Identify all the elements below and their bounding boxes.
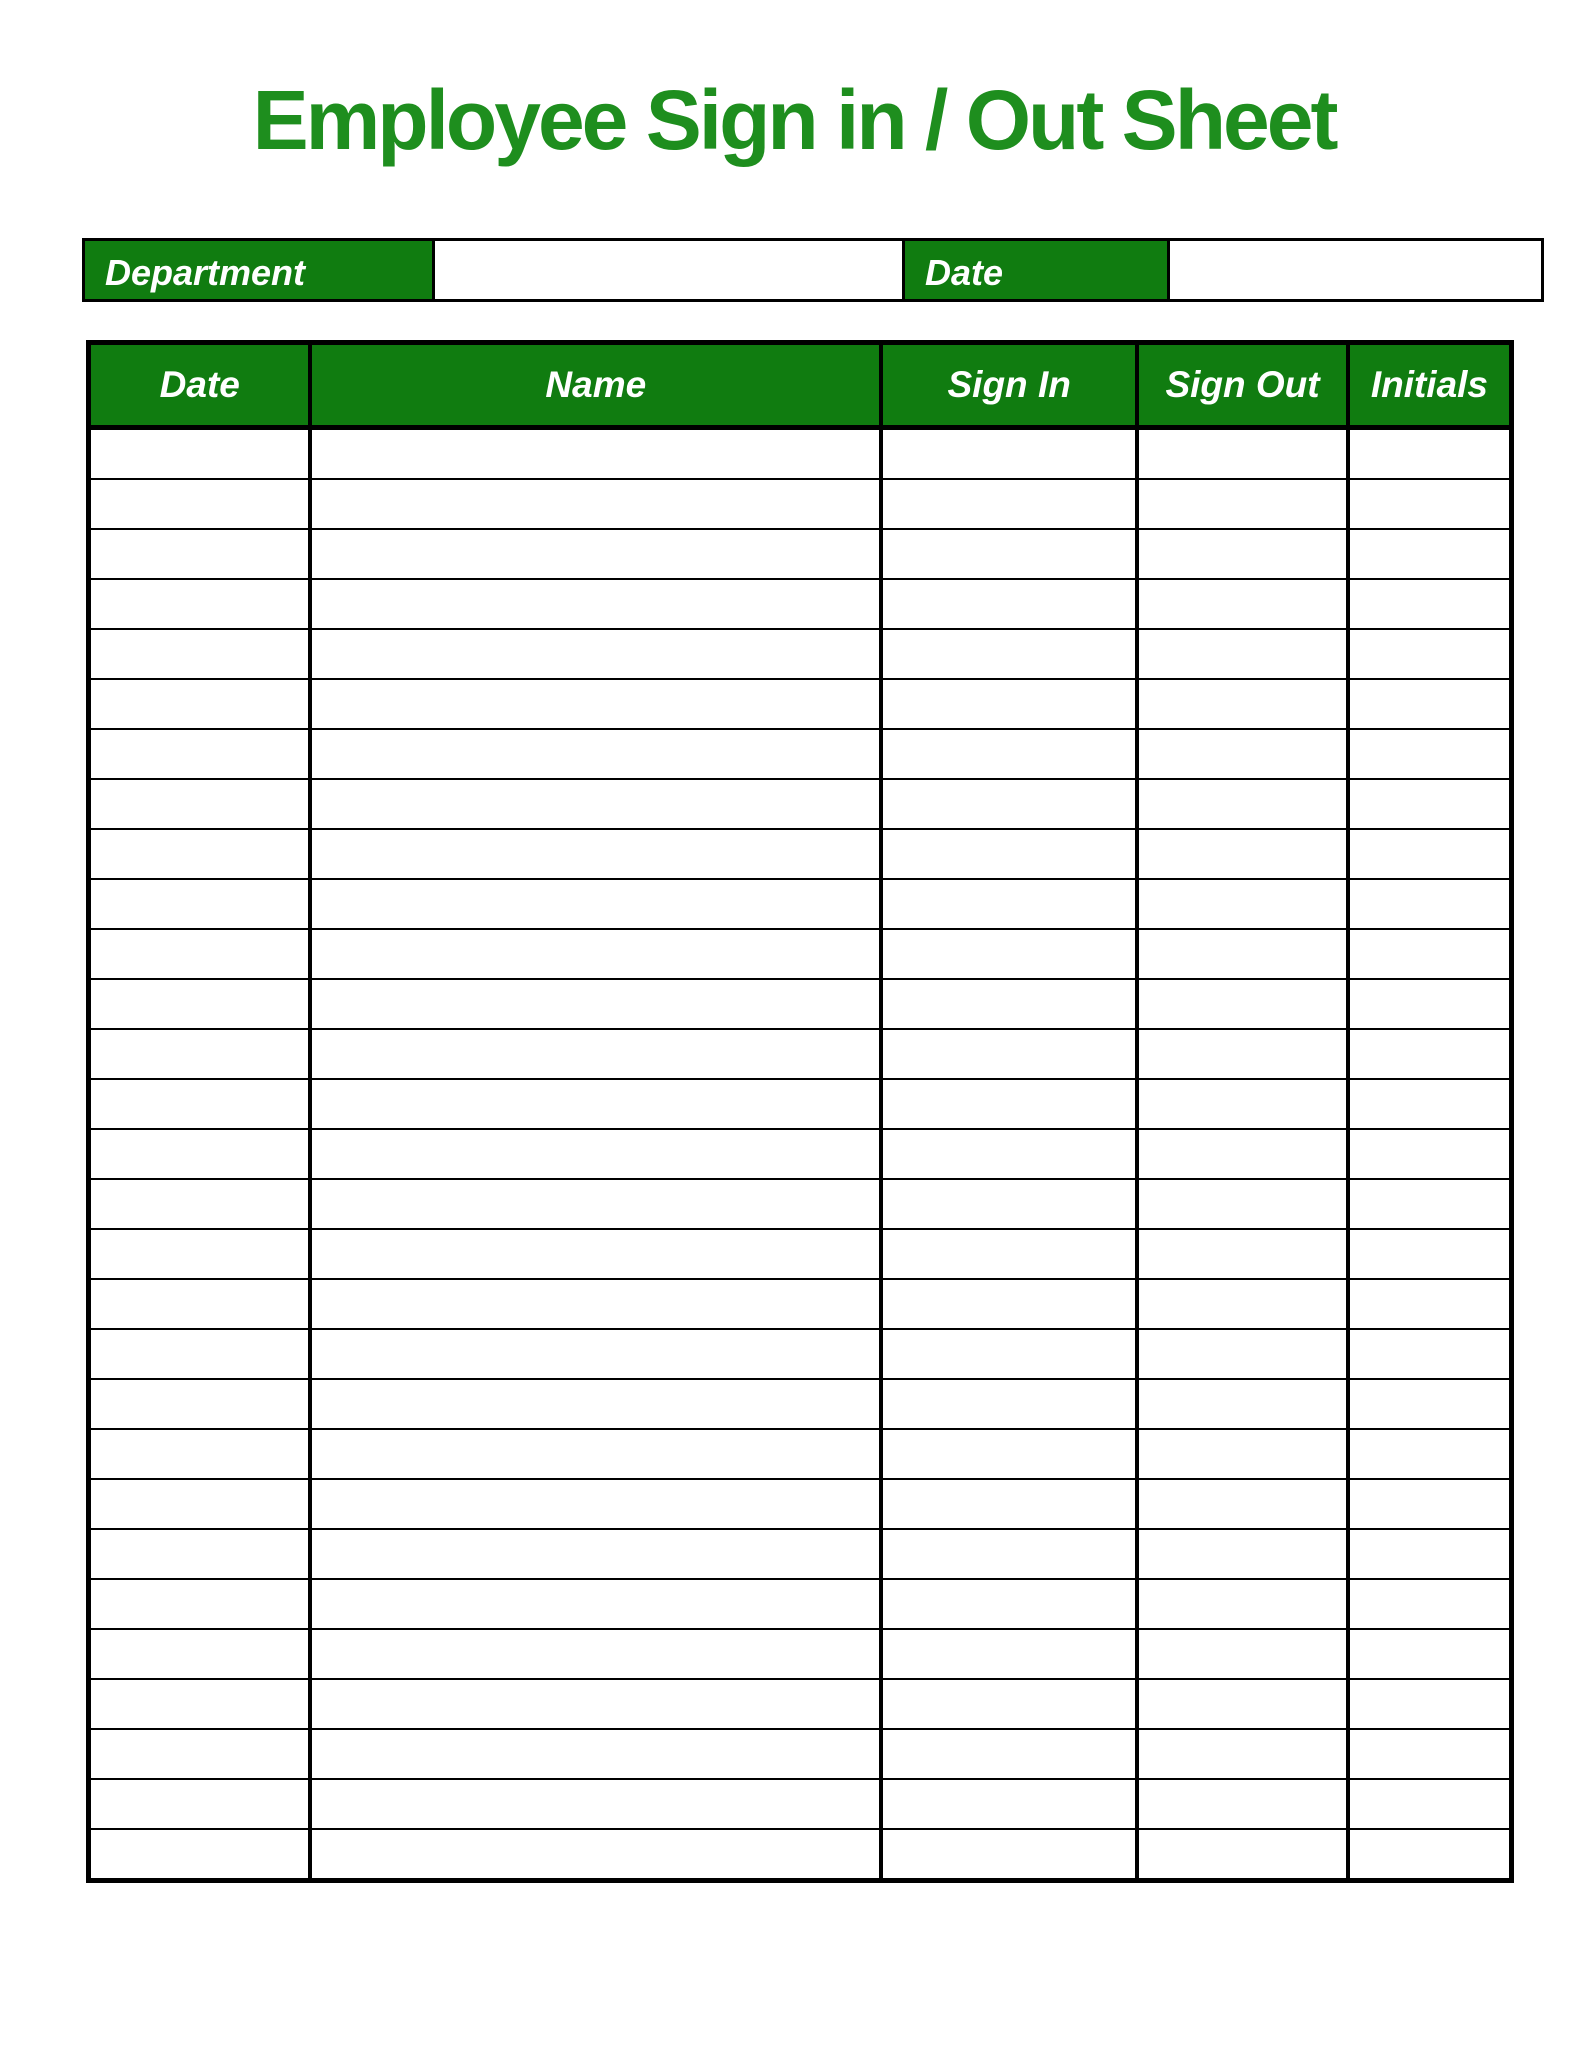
table-row	[89, 1429, 1512, 1479]
empty-cell-initials[interactable]	[1348, 479, 1512, 529]
empty-cell-name[interactable]	[310, 1129, 881, 1179]
empty-cell-initials[interactable]	[1348, 1779, 1512, 1829]
table-row	[89, 779, 1512, 829]
empty-cell-sign-out[interactable]	[1137, 1029, 1348, 1079]
table-row	[89, 1479, 1512, 1529]
empty-cell-date[interactable]	[89, 479, 311, 529]
table-row	[89, 428, 1512, 480]
col-header-date: Date	[89, 343, 311, 428]
empty-cell-name[interactable]	[310, 829, 881, 879]
empty-cell-sign-out[interactable]	[1137, 1179, 1348, 1229]
empty-cell-initials[interactable]	[1348, 879, 1512, 929]
empty-cell-initials[interactable]	[1348, 1579, 1512, 1629]
table-row	[89, 1379, 1512, 1429]
empty-cell-sign-in[interactable]	[881, 1729, 1137, 1779]
empty-cell-sign-in[interactable]	[881, 1279, 1137, 1329]
empty-cell-sign-out[interactable]	[1137, 1079, 1348, 1129]
empty-cell-sign-out[interactable]	[1137, 1129, 1348, 1179]
empty-cell-sign-out[interactable]	[1137, 829, 1348, 879]
table-row	[89, 1279, 1512, 1329]
empty-cell-initials[interactable]	[1348, 1379, 1512, 1429]
table-row	[89, 1179, 1512, 1229]
empty-cell-name[interactable]	[310, 1379, 881, 1429]
empty-cell-date[interactable]	[89, 1079, 311, 1129]
table-row	[89, 629, 1512, 679]
empty-cell-sign-in[interactable]	[881, 1779, 1137, 1829]
empty-cell-name[interactable]	[310, 629, 881, 679]
empty-cell-name[interactable]	[310, 1629, 881, 1679]
empty-cell-sign-in[interactable]	[881, 829, 1137, 879]
empty-cell-sign-in[interactable]	[881, 1179, 1137, 1229]
empty-cell-date[interactable]	[89, 1029, 311, 1079]
empty-cell-name[interactable]	[310, 779, 881, 829]
table-row	[89, 929, 1512, 979]
col-header-name: Name	[310, 343, 881, 428]
empty-cell-name[interactable]	[310, 1229, 881, 1279]
empty-cell-sign-out[interactable]	[1137, 1379, 1348, 1429]
empty-cell-name[interactable]	[310, 1679, 881, 1729]
empty-cell-sign-in[interactable]	[881, 1079, 1137, 1129]
empty-cell-date[interactable]	[89, 1579, 311, 1629]
empty-cell-date[interactable]	[89, 1479, 311, 1529]
empty-cell-name[interactable]	[310, 1429, 881, 1479]
empty-cell-sign-in[interactable]	[881, 479, 1137, 529]
empty-cell-initials[interactable]	[1348, 1679, 1512, 1729]
date-value-field[interactable]	[1170, 241, 1541, 299]
empty-cell-initials[interactable]	[1348, 1629, 1512, 1679]
table-row	[89, 579, 1512, 629]
empty-cell-name[interactable]	[310, 1529, 881, 1579]
empty-cell-sign-in[interactable]	[881, 629, 1137, 679]
empty-cell-name[interactable]	[310, 1579, 881, 1629]
empty-cell-sign-out[interactable]	[1137, 1579, 1348, 1629]
empty-cell-date[interactable]	[89, 1729, 311, 1779]
empty-cell-initials[interactable]	[1348, 1479, 1512, 1529]
empty-cell-sign-out[interactable]	[1137, 1679, 1348, 1729]
empty-cell-initials[interactable]	[1348, 779, 1512, 829]
empty-cell-sign-in[interactable]	[881, 1479, 1137, 1529]
empty-cell-sign-out[interactable]	[1137, 1529, 1348, 1579]
empty-cell-initials[interactable]	[1348, 1029, 1512, 1079]
department-label: Department	[105, 252, 306, 293]
empty-cell-date[interactable]	[89, 1529, 311, 1579]
empty-cell-sign-in[interactable]	[881, 1429, 1137, 1479]
table-row	[89, 1129, 1512, 1179]
empty-cell-date[interactable]	[89, 1779, 311, 1829]
empty-cell-name[interactable]	[310, 1729, 881, 1779]
empty-cell-sign-out[interactable]	[1137, 629, 1348, 679]
empty-cell-date[interactable]	[89, 729, 311, 779]
empty-cell-sign-in[interactable]	[881, 1529, 1137, 1579]
empty-cell-name[interactable]	[310, 679, 881, 729]
empty-cell-sign-in[interactable]	[881, 1629, 1137, 1679]
empty-cell-sign-out[interactable]	[1137, 929, 1348, 979]
empty-cell-initials[interactable]	[1348, 1429, 1512, 1479]
empty-cell-initials[interactable]	[1348, 1129, 1512, 1179]
empty-cell-initials[interactable]	[1348, 1079, 1512, 1129]
empty-cell-name[interactable]	[310, 1329, 881, 1379]
empty-cell-name[interactable]	[310, 1829, 881, 1881]
empty-cell-date[interactable]	[89, 879, 311, 929]
empty-cell-date[interactable]	[89, 929, 311, 979]
empty-cell-name[interactable]	[310, 1079, 881, 1129]
empty-cell-sign-in[interactable]	[881, 579, 1137, 629]
empty-cell-initials[interactable]	[1348, 1329, 1512, 1379]
empty-cell-sign-in[interactable]	[881, 428, 1137, 480]
empty-cell-initials[interactable]	[1348, 929, 1512, 979]
empty-cell-sign-in[interactable]	[881, 1129, 1137, 1179]
empty-cell-initials[interactable]	[1348, 428, 1512, 480]
empty-cell-name[interactable]	[310, 1479, 881, 1529]
empty-cell-date[interactable]	[89, 1179, 311, 1229]
empty-cell-date[interactable]	[89, 779, 311, 829]
empty-cell-initials[interactable]	[1348, 629, 1512, 679]
empty-cell-initials[interactable]	[1348, 1829, 1512, 1881]
empty-cell-sign-out[interactable]	[1137, 879, 1348, 929]
empty-cell-sign-out[interactable]	[1137, 1229, 1348, 1279]
empty-cell-sign-in[interactable]	[881, 929, 1137, 979]
empty-cell-sign-out[interactable]	[1137, 529, 1348, 579]
empty-cell-sign-in[interactable]	[881, 529, 1137, 579]
date-label: Date	[925, 252, 1004, 293]
empty-cell-name[interactable]	[310, 1029, 881, 1079]
table-row	[89, 829, 1512, 879]
empty-cell-name[interactable]	[310, 929, 881, 979]
table-row	[89, 1629, 1512, 1679]
empty-cell-name[interactable]	[310, 479, 881, 529]
page-title: Employee Sign in / Out Sheet	[252, 73, 1336, 167]
empty-cell-sign-out[interactable]	[1137, 729, 1348, 779]
empty-cell-date[interactable]	[89, 829, 311, 879]
empty-cell-name[interactable]	[310, 529, 881, 579]
department-value-field[interactable]	[435, 241, 905, 299]
empty-cell-sign-in[interactable]	[881, 1679, 1137, 1729]
table-header-row	[89, 343, 1512, 428]
empty-cell-name[interactable]	[310, 729, 881, 779]
empty-cell-sign-out[interactable]	[1137, 1429, 1348, 1479]
empty-cell-sign-in[interactable]	[881, 1229, 1137, 1279]
empty-cell-name[interactable]	[310, 1179, 881, 1229]
empty-cell-sign-out[interactable]	[1137, 779, 1348, 829]
empty-cell-name[interactable]	[310, 1279, 881, 1329]
empty-cell-sign-out[interactable]	[1137, 1279, 1348, 1329]
table-row	[89, 879, 1512, 929]
empty-cell-date[interactable]	[89, 1129, 311, 1179]
empty-cell-name[interactable]	[310, 579, 881, 629]
empty-cell-initials[interactable]	[1348, 1729, 1512, 1779]
empty-cell-sign-out[interactable]	[1137, 479, 1348, 529]
empty-cell-initials[interactable]	[1348, 979, 1512, 1029]
empty-cell-date[interactable]	[89, 1629, 311, 1679]
empty-cell-sign-in[interactable]	[881, 1379, 1137, 1429]
empty-cell-sign-in[interactable]	[881, 979, 1137, 1029]
empty-cell-date[interactable]	[89, 1379, 311, 1429]
table-row	[89, 1779, 1512, 1829]
empty-cell-name[interactable]	[310, 428, 881, 480]
empty-cell-initials[interactable]	[1348, 579, 1512, 629]
table-row	[89, 1579, 1512, 1629]
table-row	[89, 529, 1512, 579]
empty-cell-sign-out[interactable]	[1137, 979, 1348, 1029]
empty-cell-sign-out[interactable]	[1137, 1629, 1348, 1679]
empty-cell-name[interactable]	[310, 979, 881, 1029]
empty-cell-date[interactable]	[89, 1329, 311, 1379]
table-row	[89, 1529, 1512, 1579]
empty-cell-sign-in[interactable]	[881, 1579, 1137, 1629]
empty-cell-sign-out[interactable]	[1137, 579, 1348, 629]
col-header-sign-out: Sign Out	[1137, 343, 1348, 428]
empty-cell-sign-in[interactable]	[881, 1829, 1137, 1881]
col-header-initials: Initials	[1348, 343, 1512, 428]
empty-cell-date[interactable]	[89, 679, 311, 729]
table-row	[89, 1029, 1512, 1079]
empty-cell-date[interactable]	[89, 579, 311, 629]
empty-cell-sign-out[interactable]	[1137, 1779, 1348, 1829]
empty-cell-initials[interactable]	[1348, 729, 1512, 779]
table-row	[89, 1329, 1512, 1379]
table-row	[89, 1679, 1512, 1729]
empty-cell-sign-out[interactable]	[1137, 1329, 1348, 1379]
empty-cell-sign-in[interactable]	[881, 1029, 1137, 1079]
empty-cell-initials[interactable]	[1348, 1279, 1512, 1329]
empty-cell-name[interactable]	[310, 879, 881, 929]
empty-cell-initials[interactable]	[1348, 829, 1512, 879]
empty-cell-date[interactable]	[89, 529, 311, 579]
table-row	[89, 679, 1512, 729]
table-row	[89, 979, 1512, 1029]
empty-cell-sign-in[interactable]	[881, 879, 1137, 929]
empty-cell-sign-in[interactable]	[881, 729, 1137, 779]
empty-cell-date[interactable]	[89, 979, 311, 1029]
table-row	[89, 479, 1512, 529]
empty-cell-initials[interactable]	[1348, 1529, 1512, 1579]
table-row	[89, 1079, 1512, 1129]
empty-cell-sign-out[interactable]	[1137, 1479, 1348, 1529]
table-row	[89, 1229, 1512, 1279]
empty-cell-initials[interactable]	[1348, 679, 1512, 729]
table-body	[89, 428, 1512, 1881]
empty-cell-date[interactable]	[89, 1829, 311, 1881]
empty-cell-date[interactable]	[89, 629, 311, 679]
empty-cell-date[interactable]	[89, 1229, 311, 1279]
signin-table	[86, 340, 1514, 1883]
empty-cell-date[interactable]	[89, 1679, 311, 1729]
table-row	[89, 1829, 1512, 1881]
empty-cell-sign-in[interactable]	[881, 779, 1137, 829]
empty-cell-initials[interactable]	[1348, 1179, 1512, 1229]
date-label-cell	[905, 241, 1170, 299]
info-bar	[82, 238, 1544, 302]
table-row	[89, 1729, 1512, 1779]
empty-cell-sign-out[interactable]	[1137, 1829, 1348, 1881]
empty-cell-sign-out[interactable]	[1137, 679, 1348, 729]
empty-cell-sign-out[interactable]	[1137, 1729, 1348, 1779]
table-row	[89, 729, 1512, 779]
empty-cell-initials[interactable]	[1348, 1229, 1512, 1279]
empty-cell-sign-in[interactable]	[881, 679, 1137, 729]
empty-cell-date[interactable]	[89, 1279, 311, 1329]
department-label-cell	[85, 241, 435, 299]
empty-cell-date[interactable]	[89, 428, 311, 480]
empty-cell-date[interactable]	[89, 1429, 311, 1479]
col-header-sign-in: Sign In	[881, 343, 1137, 428]
empty-cell-sign-out[interactable]	[1137, 428, 1348, 480]
empty-cell-sign-in[interactable]	[881, 1329, 1137, 1379]
empty-cell-name[interactable]	[310, 1779, 881, 1829]
empty-cell-initials[interactable]	[1348, 529, 1512, 579]
